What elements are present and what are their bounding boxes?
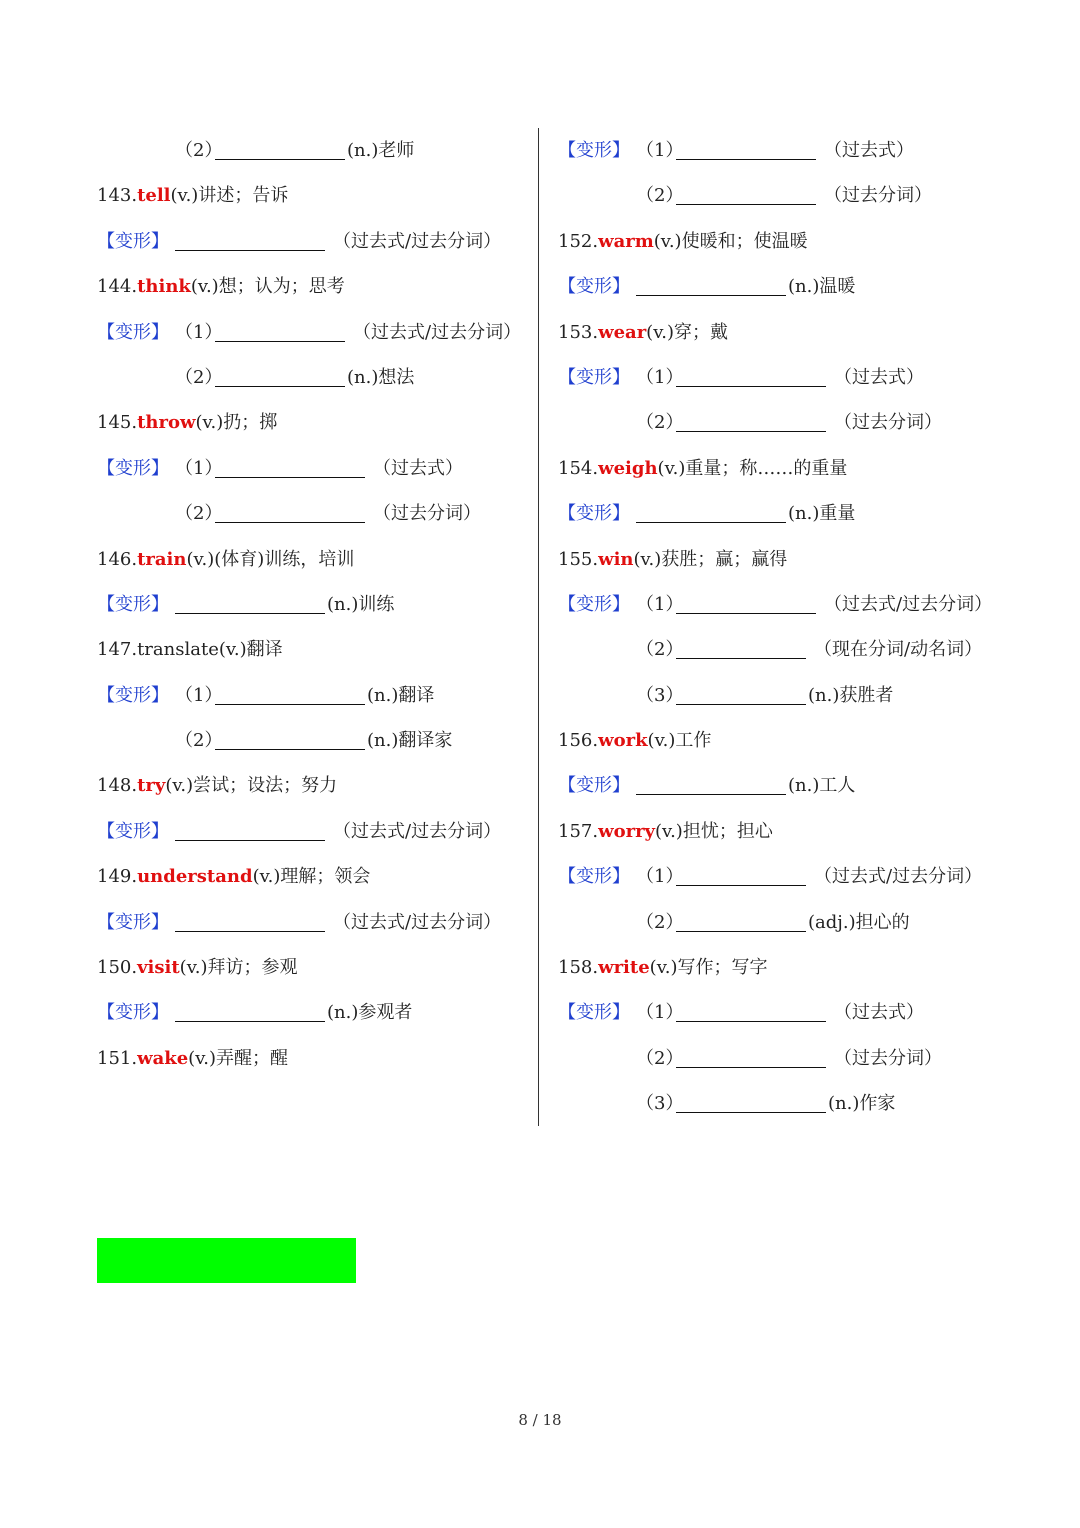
form-label: （过去式/过去分词） — [333, 820, 502, 842]
form-label: （过去分词） — [373, 503, 481, 525]
entry-heading — [558, 219, 1028, 264]
vocab-word: try — [137, 775, 166, 797]
item-number: （1） — [636, 593, 684, 615]
variant-tag: 【变形】 — [558, 866, 630, 888]
form-label: (n.)翻译家 — [367, 730, 453, 752]
item-number: （2） — [636, 911, 684, 933]
exercise-line — [558, 400, 1028, 445]
item-number: （2） — [175, 366, 223, 388]
entry-number: 143. — [97, 185, 138, 207]
entry-definition: (v.)穿；戴 — [646, 321, 728, 343]
right-column — [558, 128, 1028, 1127]
entry-heading — [558, 446, 1028, 491]
answer-blank[interactable] — [676, 930, 806, 932]
variant-tag: 【变形】 — [558, 593, 630, 615]
entry-number: 145. — [97, 412, 138, 434]
form-label: (n.)翻译 — [367, 684, 435, 706]
item-number: （2） — [636, 1047, 684, 1069]
item-number: （2） — [636, 412, 684, 434]
exercise-line — [558, 1036, 1028, 1081]
variant-tag: 【变形】 — [558, 140, 630, 161]
entry-heading — [97, 537, 537, 582]
variant-tag: 【变形】 — [558, 503, 630, 525]
answer-blank[interactable] — [676, 703, 806, 705]
vocab-word: warm — [598, 230, 654, 252]
exercise-line — [558, 491, 1028, 536]
column-divider — [538, 128, 539, 1126]
entry-definition: (v.)讲述；告诉 — [170, 185, 289, 207]
answer-blank[interactable] — [215, 158, 345, 160]
entry-definition: (v.)弄醒；醒 — [188, 1047, 288, 1069]
exercise-line — [558, 355, 1028, 400]
form-label: （过去式/过去分词） — [824, 593, 993, 615]
variant-tag: 【变形】 — [558, 775, 630, 797]
exercise-line — [558, 173, 1028, 218]
entry-number: 156. — [558, 730, 599, 752]
exercise-line — [558, 1081, 1028, 1126]
entry-number: 153. — [558, 321, 599, 343]
vocab-word: think — [137, 276, 191, 298]
entry-heading — [97, 945, 537, 990]
entry-number: 151. — [97, 1047, 138, 1069]
item-number: （2） — [636, 639, 684, 661]
vocab-word: worry — [598, 820, 656, 842]
exercise-line — [558, 854, 1028, 899]
entry-definition: (v.)使暖和；使温暖 — [653, 230, 808, 252]
entry-heading — [558, 945, 1028, 990]
form-label: （过去式） — [834, 366, 924, 388]
entry-definition: (v.)拜访；参观 — [179, 957, 298, 979]
answer-blank[interactable] — [636, 294, 786, 296]
vocab-word: train — [137, 548, 187, 570]
answer-blank[interactable] — [175, 930, 325, 932]
variant-tag: 【变形】 — [97, 230, 169, 252]
answer-blank[interactable] — [215, 521, 365, 523]
exercise-line — [558, 763, 1028, 808]
answer-blank[interactable] — [175, 249, 325, 251]
form-label: （过去式） — [824, 140, 914, 161]
form-label: (n.)工人 — [788, 775, 856, 797]
exercise-line — [97, 582, 537, 627]
answer-blank[interactable] — [215, 703, 365, 705]
variant-tag: 【变形】 — [97, 820, 169, 842]
exercise-line — [558, 128, 1028, 173]
item-number: （2） — [175, 140, 223, 161]
item-number: （3） — [636, 684, 684, 706]
entry-number: 158. — [558, 957, 599, 979]
vocab-word: tell — [137, 185, 171, 207]
exercise-line — [558, 673, 1028, 718]
vocab-word: win — [598, 548, 634, 570]
entry-number: 148. — [97, 775, 138, 797]
entry-definition: (v.)想；认为；思考 — [190, 276, 345, 298]
form-label: (n.)参观者 — [327, 1002, 413, 1024]
answer-blank[interactable] — [175, 839, 325, 841]
vocab-word: visit — [137, 957, 180, 979]
exercise-line — [97, 355, 537, 400]
answer-blank[interactable] — [676, 884, 806, 886]
entry-heading — [558, 718, 1028, 763]
answer-blank[interactable] — [215, 748, 365, 750]
form-label: （过去式/过去分词） — [333, 230, 502, 252]
form-label: (n.)获胜者 — [808, 684, 894, 706]
form-label: （过去式） — [834, 1002, 924, 1024]
answer-blank[interactable] — [215, 340, 345, 342]
entry-number: 144. — [97, 276, 138, 298]
entry-heading — [558, 809, 1028, 854]
entry-heading — [97, 854, 537, 899]
vocab-word: translate — [137, 639, 219, 661]
entry-number: 149. — [97, 866, 138, 888]
entry-number: 146. — [97, 548, 138, 570]
exercise-line — [97, 809, 537, 854]
entry-definition: (v.)担忧；担心 — [655, 820, 773, 842]
form-label: （过去式） — [373, 457, 463, 479]
entry-heading — [97, 763, 537, 808]
entry-number: 152. — [558, 230, 599, 252]
answer-blank[interactable] — [215, 385, 345, 387]
form-label: (n.)温暖 — [788, 276, 856, 298]
answer-blank[interactable] — [676, 1111, 826, 1113]
form-label: （现在分词/动名词） — [814, 639, 983, 661]
vocab-word: work — [598, 730, 648, 752]
variant-tag: 【变形】 — [97, 593, 169, 615]
entry-number: 155. — [558, 548, 599, 570]
answer-blank[interactable] — [676, 158, 816, 160]
entry-number: 154. — [558, 457, 599, 479]
exercise-line — [97, 673, 537, 718]
entry-definition: (v.)扔；掷 — [195, 412, 278, 434]
form-label: （过去分词） — [834, 1047, 942, 1069]
form-label: (n.)老师 — [347, 140, 415, 161]
item-number: （1） — [636, 1002, 684, 1024]
green-highlight-box — [97, 1238, 356, 1283]
exercise-line — [97, 491, 537, 536]
variant-tag: 【变形】 — [97, 321, 169, 343]
vocab-word: wear — [598, 321, 647, 343]
form-label: (n.)训练 — [327, 593, 395, 615]
variant-tag: 【变形】 — [97, 1002, 169, 1024]
answer-blank[interactable] — [676, 385, 826, 387]
entry-definition: (v.)(体育)训练，培训 — [186, 548, 355, 570]
item-number: （1） — [636, 366, 684, 388]
form-label: (n.)重量 — [788, 503, 856, 525]
vocab-word: throw — [137, 412, 196, 434]
answer-blank[interactable] — [636, 521, 786, 523]
form-label: (n.)想法 — [347, 366, 415, 388]
vocab-word: weigh — [598, 457, 658, 479]
entry-definition: (v.)写作；写字 — [649, 957, 768, 979]
vocab-word: understand — [137, 866, 253, 888]
answer-blank[interactable] — [175, 1020, 325, 1022]
answer-blank[interactable] — [676, 203, 816, 205]
item-number: （3） — [636, 1093, 684, 1115]
variant-tag: 【变形】 — [97, 911, 169, 933]
exercise-line — [97, 219, 537, 264]
variant-tag: 【变形】 — [97, 684, 169, 706]
item-number: （1） — [636, 140, 684, 161]
item-number: （2） — [636, 185, 684, 207]
answer-blank[interactable] — [676, 612, 816, 614]
answer-blank[interactable] — [676, 430, 826, 432]
exercise-line — [97, 446, 537, 491]
form-label: (n.)作家 — [828, 1093, 896, 1115]
answer-blank[interactable] — [636, 793, 786, 795]
entry-heading — [97, 627, 537, 672]
left-column — [97, 128, 537, 1081]
entry-heading — [97, 264, 537, 309]
entry-number: 147. — [97, 639, 138, 661]
entry-heading — [97, 1036, 537, 1081]
item-number: （2） — [175, 503, 223, 525]
entry-definition: (v.)翻译 — [218, 639, 283, 661]
item-number: （1） — [175, 457, 223, 479]
form-label: (adj.)担心的 — [808, 911, 910, 933]
form-label: （过去式/过去分词） — [814, 866, 983, 888]
page-number: 8 / 18 — [518, 1411, 562, 1429]
answer-blank[interactable] — [676, 1066, 826, 1068]
form-label: （过去分词） — [824, 185, 932, 207]
entry-definition: (v.)尝试；设法；努力 — [165, 775, 338, 797]
entry-heading — [558, 537, 1028, 582]
variant-tag: 【变形】 — [558, 366, 630, 388]
answer-blank[interactable] — [175, 612, 325, 614]
exercise-line — [558, 264, 1028, 309]
variant-tag: 【变形】 — [558, 1002, 630, 1024]
exercise-line — [97, 990, 537, 1035]
exercise-line — [558, 582, 1028, 627]
entry-number: 157. — [558, 820, 599, 842]
variant-tag: 【变形】 — [558, 276, 630, 298]
exercise-line — [97, 718, 537, 763]
exercise-line — [558, 990, 1028, 1035]
exercise-line — [97, 128, 537, 173]
item-number: （2） — [175, 730, 223, 752]
entry-heading — [97, 400, 537, 445]
item-number: （1） — [636, 866, 684, 888]
entry-heading — [558, 310, 1028, 355]
entry-definition: (v.)重量；称……的重量 — [657, 457, 848, 479]
entry-definition: (v.)工作 — [647, 730, 712, 752]
answer-blank[interactable] — [676, 1020, 826, 1022]
answer-blank[interactable] — [676, 657, 806, 659]
item-number: （1） — [175, 684, 223, 706]
item-number: （1） — [175, 321, 223, 343]
exercise-line — [97, 310, 537, 355]
entry-number: 150. — [97, 957, 138, 979]
exercise-line — [558, 900, 1028, 945]
variant-tag: 【变形】 — [97, 457, 169, 479]
form-label: （过去式/过去分词） — [333, 911, 502, 933]
vocab-word: wake — [137, 1047, 189, 1069]
entry-heading — [97, 173, 537, 218]
vocab-word: write — [598, 957, 650, 979]
form-label: （过去式/过去分词） — [353, 321, 522, 343]
entry-definition: (v.)获胜；赢；赢得 — [633, 548, 788, 570]
answer-blank[interactable] — [215, 476, 365, 478]
exercise-line — [558, 627, 1028, 672]
exercise-line — [97, 900, 537, 945]
entry-definition: (v.)理解；领会 — [252, 866, 371, 888]
form-label: （过去分词） — [834, 412, 942, 434]
